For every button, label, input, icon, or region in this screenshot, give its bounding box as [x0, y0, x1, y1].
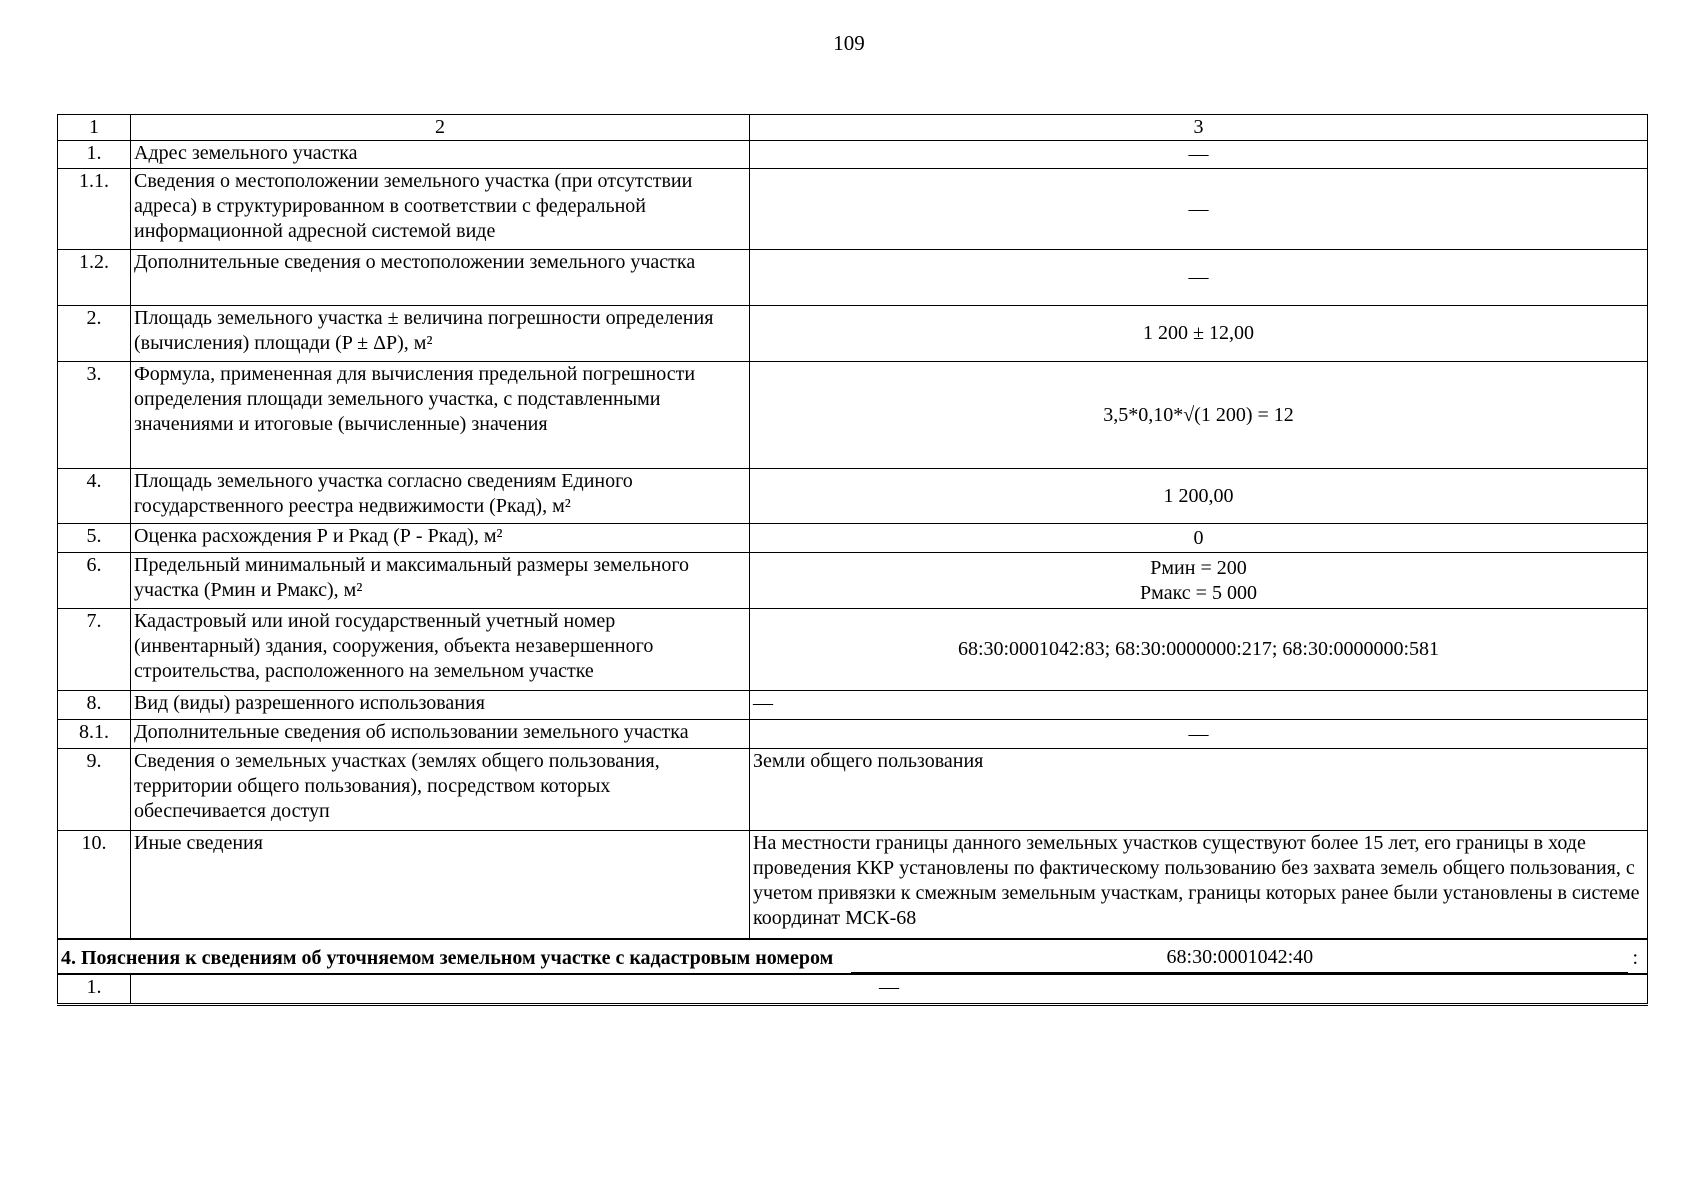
- row-number: 1.1.: [58, 169, 131, 250]
- table-row: [58, 524, 1648, 553]
- row-name: Вид (виды) разрешенного использования: [131, 691, 750, 720]
- header-col-3: 3: [750, 115, 1648, 141]
- section-4-title-line: [61, 940, 1644, 973]
- header-col-1: 1: [58, 115, 131, 141]
- row-value: —: [750, 141, 1648, 169]
- table-row: [58, 831, 1648, 939]
- row-name: Формула, примененная для вычисления предельной погрешности определения площади земельного участка, с подставленными значениями и итоговые (вычисленные) значения: [131, 362, 750, 469]
- table-row: [58, 553, 1648, 609]
- row-name: Оценка расхождения Р и Ркад (Р - Ркад), м²: [131, 524, 750, 553]
- row-value: —: [750, 720, 1648, 749]
- row-number: 1.2.: [58, 250, 131, 306]
- row-number: 3.: [58, 362, 131, 469]
- row-value: —: [750, 250, 1648, 306]
- row-number: 8.1.: [58, 720, 131, 749]
- row-number: 1.: [58, 974, 131, 1005]
- row-value: —: [131, 974, 1648, 1005]
- row-number: 1.: [58, 141, 131, 169]
- table-row: [58, 169, 1648, 250]
- row-name: Сведения о земельных участках (землях общего пользования, территории общего пользования), посредством которых обеспечивается доступ: [131, 749, 750, 831]
- row-value: —: [750, 169, 1648, 250]
- table-row: [58, 362, 1648, 469]
- page-number: 109: [833, 31, 865, 55]
- row-name: Иные сведения: [131, 831, 750, 939]
- row-value: 68:30:0001042:83; 68:30:0000000:217; 68:30:0000000:581: [750, 609, 1648, 691]
- table-row: [58, 306, 1648, 362]
- row-name: Площадь земельного участка согласно сведениям Единого государственного реестра недвижимости (Ркад), м²: [131, 469, 750, 524]
- row-number: 9.: [58, 749, 131, 831]
- row-number: 8.: [58, 691, 131, 720]
- row-name: Площадь земельного участка ± величина погрешности определения (вычисления) площади (P ± ΔP), м²: [131, 306, 750, 362]
- row-name: Дополнительные сведения об использовании земельного участка: [131, 720, 750, 749]
- table-row: [58, 749, 1648, 831]
- row-name: Адрес земельного участка: [131, 141, 750, 169]
- row-value: 3,5*0,10*√(1 200) = 12: [750, 362, 1648, 469]
- section-4-header-row: [58, 939, 1648, 974]
- section-4-header-cell: [58, 939, 1648, 974]
- table-row: [58, 469, 1648, 524]
- row-number: 10.: [58, 831, 131, 939]
- table-row: [58, 250, 1648, 306]
- header-col-2: 2: [131, 115, 750, 141]
- row-value: 0: [750, 524, 1648, 553]
- row-name: Сведения о местоположении земельного участка (при отсутствии адреса) в структурированном в соответствии с федеральной информационной адресной системой виде: [131, 169, 750, 250]
- row-name: Кадастровый или иной государственный учетный номер (инвентарный) здания, сооружения, объекта незавершенного строительства, расположенного на земельном участке: [131, 609, 750, 691]
- row-name: Дополнительные сведения о местоположении земельного участка: [131, 250, 750, 306]
- row-value: 1 200,00: [750, 469, 1648, 524]
- row-name: Предельный минимальный и максимальный размеры земельного участка (Pмин и Pмакс), м²: [131, 553, 750, 609]
- row-number: 4.: [58, 469, 131, 524]
- row-value: Земли общего пользования: [750, 749, 1648, 831]
- row-value: На местности границы данного земельных участков существуют более 15 лет, его границы в ходе проведения ККР установлены по фактическому пользованию без захвата земель общего пользования, с учетом привязки к смежным земельным участкам, границы которых ранее были установлены в системе координат МСК-68: [750, 831, 1648, 939]
- row-value: Pмин = 200 Pмакс = 5 000: [750, 553, 1648, 609]
- row-number: 6.: [58, 553, 131, 609]
- table-row: [58, 609, 1648, 691]
- section-4-title: 4. Пояснения к сведениям об уточняемом земельном участке с кадастровым номером: [61, 946, 834, 969]
- table-row: [58, 141, 1648, 169]
- row-number: 7.: [58, 609, 131, 691]
- cadastral-info-table: [57, 114, 1648, 1006]
- table-header-row: [58, 115, 1648, 141]
- row-number: 5.: [58, 524, 131, 553]
- table-row: [58, 691, 1648, 720]
- row-value: —: [750, 691, 1648, 720]
- section-4-colon: :: [1632, 946, 1638, 969]
- section-4-cadastral-number: 68:30:0001042:40: [851, 945, 1628, 973]
- table-row: [58, 974, 1648, 1005]
- row-number: 2.: [58, 306, 131, 362]
- table-row: [58, 720, 1648, 749]
- row-value: 1 200 ± 12,00: [750, 306, 1648, 362]
